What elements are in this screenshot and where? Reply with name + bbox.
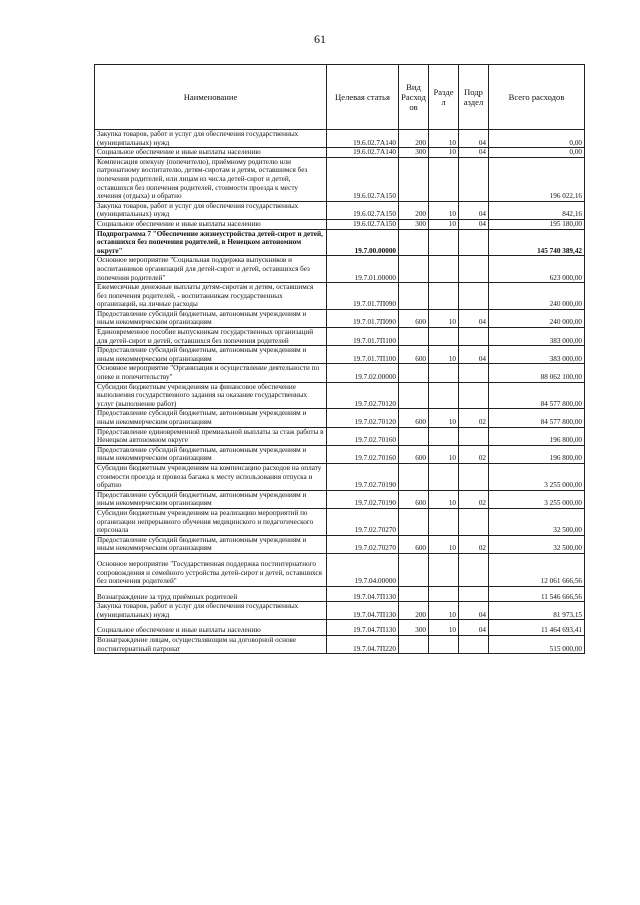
- row-amount: 84 577 800,00: [489, 409, 585, 427]
- header-name: Наименование: [95, 65, 327, 130]
- row-amount: 84 577 800,00: [489, 382, 585, 409]
- row-razdel: [429, 553, 459, 586]
- row-vid: [399, 427, 429, 445]
- row-razdel: 10: [429, 346, 459, 364]
- row-vid: 600: [399, 346, 429, 364]
- row-name: Основное мероприятие "Организация и осуществление деятельности по опеке и попечительству": [95, 364, 327, 382]
- table-row: [95, 553, 585, 586]
- row-razdel: [429, 508, 459, 535]
- table-row: [95, 409, 585, 427]
- row-vid: [399, 463, 429, 490]
- row-code: 19.7.04.7П130: [327, 620, 399, 636]
- row-podrazdel: 04: [459, 130, 489, 148]
- row-amount: 196 800,00: [489, 445, 585, 463]
- row-code: 19.7.01.7П100: [327, 328, 399, 346]
- row-code: 19.6.02.7А140: [327, 148, 399, 158]
- row-podrazdel: 04: [459, 148, 489, 158]
- row-amount: 623 000,00: [489, 256, 585, 283]
- row-razdel: 10: [429, 602, 459, 620]
- row-vid: [399, 256, 429, 283]
- table-row: [95, 490, 585, 508]
- row-vid: 300: [399, 219, 429, 229]
- row-name: Предоставление субсидий бюджетным, автономным учреждениям и иным некоммерческим организациям: [95, 409, 327, 427]
- row-code: 19.7.02.70160: [327, 427, 399, 445]
- row-podrazdel: [459, 508, 489, 535]
- row-vid: [399, 382, 429, 409]
- row-vid: 200: [399, 130, 429, 148]
- row-name: Компенсация опекуну (попечителю), приёмному родителю или патронатному воспитателю, детям-сиротам и детям, оставшимся без попечения родителей, или лицам из числа детей-сирот и детей, оставшихся без попечения родителей, стоимости проезда к месту лечения (отдыха) и обратно: [95, 157, 327, 201]
- row-podrazdel: [459, 382, 489, 409]
- row-podrazdel: 02: [459, 409, 489, 427]
- row-code: 19.7.04.7П130: [327, 586, 399, 602]
- row-razdel: [429, 463, 459, 490]
- row-name: Субсидии бюджетным учреждениям на реализацию мероприятий по организации непрерывного обучения медицинского и педагогического персонала: [95, 508, 327, 535]
- row-amount: 32 500,00: [489, 508, 585, 535]
- row-vid: [399, 229, 429, 256]
- row-podrazdel: [459, 328, 489, 346]
- table-row: [95, 463, 585, 490]
- table-row: [95, 201, 585, 219]
- row-vid: [399, 157, 429, 201]
- row-podrazdel: [459, 157, 489, 201]
- row-code: 19.7.04.00000: [327, 553, 399, 586]
- row-name: Социальное обеспечение и иные выплаты населению: [95, 620, 327, 636]
- row-vid: 200: [399, 602, 429, 620]
- row-amount: 3 255 000,00: [489, 463, 585, 490]
- row-name: Основное мероприятие "Государственная поддержка постинтернатного сопровождения и семейного устройства детей-сирот и детей, оставшихся без попечения родителей": [95, 553, 327, 586]
- table-row: [95, 636, 585, 654]
- table-row: [95, 602, 585, 620]
- row-name: Предоставление субсидий бюджетным, автономным учреждениям и иным некоммерческим организациям: [95, 445, 327, 463]
- row-razdel: [429, 157, 459, 201]
- row-code: 19.7.01.7П090: [327, 309, 399, 327]
- row-razdel: 10: [429, 148, 459, 158]
- row-razdel: 10: [429, 490, 459, 508]
- row-amount: 240 000,00: [489, 283, 585, 310]
- row-podrazdel: 02: [459, 490, 489, 508]
- row-razdel: 10: [429, 130, 459, 148]
- row-code: 19.6.02.7А150: [327, 219, 399, 229]
- table-row: [95, 586, 585, 602]
- row-name: Вознаграждение за труд приёмных родителей: [95, 586, 327, 602]
- row-code: 19.7.04.7П130: [327, 602, 399, 620]
- row-amount: 842,16: [489, 201, 585, 219]
- table-row: [95, 256, 585, 283]
- row-podrazdel: [459, 229, 489, 256]
- row-razdel: [429, 328, 459, 346]
- table-row: [95, 130, 585, 148]
- row-vid: [399, 283, 429, 310]
- row-name: Предоставление единовременной премиальной выплаты за стаж работы в Ненецком автономном округе: [95, 427, 327, 445]
- row-name: Вознаграждение лицам, осуществляющим на договорной основе постинтернатный патронат: [95, 636, 327, 654]
- row-razdel: [429, 364, 459, 382]
- row-vid: [399, 586, 429, 602]
- table-row: [95, 508, 585, 535]
- row-name: Социальное обеспечение и иные выплаты населению: [95, 219, 327, 229]
- row-code: 19.7.02.70270: [327, 535, 399, 553]
- row-amount: 196 800,00: [489, 427, 585, 445]
- row-podrazdel: [459, 636, 489, 654]
- row-razdel: [429, 382, 459, 409]
- table-row: [95, 283, 585, 310]
- row-code: 19.7.01.7П100: [327, 346, 399, 364]
- table-row: [95, 219, 585, 229]
- table-row: [95, 157, 585, 201]
- row-razdel: 10: [429, 219, 459, 229]
- row-vid: [399, 328, 429, 346]
- row-code: 19.7.02.70120: [327, 382, 399, 409]
- row-name: Ежемесячные денежные выплаты детям-сиротам и детям, оставшимся без попечения родителей, - воспитанникам государственных организаций, на личные расходы: [95, 283, 327, 310]
- row-podrazdel: 02: [459, 445, 489, 463]
- row-vid: [399, 364, 429, 382]
- row-podrazdel: 02: [459, 535, 489, 553]
- row-podrazdel: [459, 256, 489, 283]
- row-code: 19.6.02.7А150: [327, 157, 399, 201]
- row-amount: 11 464 693,41: [489, 620, 585, 636]
- row-razdel: 10: [429, 309, 459, 327]
- table-row: [95, 148, 585, 158]
- row-razdel: [429, 229, 459, 256]
- header-code: Целевая статья: [327, 65, 399, 130]
- row-name: Социальное обеспечение и иные выплаты населению: [95, 148, 327, 158]
- row-name: Субсидии бюджетным учреждениям на компенсацию расходов на оплату стоимости проезда и провоза багажа к месту использования отпуска и обратно: [95, 463, 327, 490]
- header-podrazdel: Подр аздел: [459, 65, 489, 130]
- row-name: Предоставление субсидий бюджетным, автономным учреждениям и иным некоммерческим организациям: [95, 490, 327, 508]
- table-row: [95, 620, 585, 636]
- table-header-row: [95, 65, 585, 130]
- row-vid: 300: [399, 620, 429, 636]
- row-razdel: [429, 283, 459, 310]
- row-name: Субсидии бюджетным учреждениям на финансовое обеспечение выполнения государственного задания на оказание государственных услуг (выполнение работ): [95, 382, 327, 409]
- row-code: 19.7.02.70190: [327, 463, 399, 490]
- row-podrazdel: 04: [459, 602, 489, 620]
- row-name: Подпрограмма 7 "Обеспечение жизнеустройства детей-сирот и детей, оставшихся без попечения родителей, в Ненецком автономном округе": [95, 229, 327, 256]
- row-podrazdel: [459, 553, 489, 586]
- row-vid: [399, 553, 429, 586]
- row-name: Закупка товаров, работ и услуг для обеспечения государственных (муниципальных) нужд: [95, 201, 327, 219]
- row-code: 19.7.01.00000: [327, 256, 399, 283]
- row-code: 19.7.02.70160: [327, 445, 399, 463]
- row-name: Предоставление субсидий бюджетным, автономным учреждениям и иным некоммерческим организациям: [95, 535, 327, 553]
- row-amount: 195 180,00: [489, 219, 585, 229]
- table-row: [95, 364, 585, 382]
- row-podrazdel: [459, 364, 489, 382]
- row-amount: 240 000,00: [489, 309, 585, 327]
- row-amount: 11 546 666,56: [489, 586, 585, 602]
- row-amount: 12 061 666,56: [489, 553, 585, 586]
- table-row: [95, 328, 585, 346]
- row-podrazdel: [459, 283, 489, 310]
- row-amount: 0,00: [489, 130, 585, 148]
- row-name: Предоставление субсидий бюджетным, автономным учреждениям и иным некоммерческим организациям: [95, 346, 327, 364]
- row-name: Закупка товаров, работ и услуг для обеспечения государственных (муниципальных) нужд: [95, 602, 327, 620]
- row-vid: [399, 508, 429, 535]
- row-amount: 515 000,00: [489, 636, 585, 654]
- row-amount: 145 740 389,42: [489, 229, 585, 256]
- row-amount: 32 500,00: [489, 535, 585, 553]
- row-name: Основное мероприятие "Социальная поддержка выпускников и воспитанников организаций для детей-сирот и детей, оставшихся без попечения родителей": [95, 256, 327, 283]
- row-vid: [399, 636, 429, 654]
- table-row: [95, 382, 585, 409]
- row-code: 19.7.02.70270: [327, 508, 399, 535]
- row-podrazdel: [459, 463, 489, 490]
- row-podrazdel: [459, 427, 489, 445]
- table-row: [95, 445, 585, 463]
- header-vid: Вид Расход ов: [399, 65, 429, 130]
- table-row: [95, 427, 585, 445]
- row-code: 19.6.02.7А150: [327, 201, 399, 219]
- row-vid: 600: [399, 535, 429, 553]
- expenses-table: [94, 64, 585, 654]
- row-name: Предоставление субсидий бюджетным, автономным учреждениям и иным некоммерческим организациям: [95, 309, 327, 327]
- row-amount: 383 000,00: [489, 346, 585, 364]
- row-amount: 88 062 100,00: [489, 364, 585, 382]
- row-code: 19.7.00.00000: [327, 229, 399, 256]
- header-total: Всего расходов: [489, 65, 585, 130]
- table-row: [95, 346, 585, 364]
- row-podrazdel: 04: [459, 346, 489, 364]
- table-row: [95, 535, 585, 553]
- row-podrazdel: 04: [459, 620, 489, 636]
- row-code: 19.7.01.7П090: [327, 283, 399, 310]
- row-amount: 383 000,00: [489, 328, 585, 346]
- row-razdel: 10: [429, 620, 459, 636]
- row-podrazdel: 04: [459, 201, 489, 219]
- row-code: 19.7.02.00000: [327, 364, 399, 382]
- header-razdel: Разде л: [429, 65, 459, 130]
- row-amount: 81 973,15: [489, 602, 585, 620]
- row-amount: 0,00: [489, 148, 585, 158]
- row-razdel: [429, 586, 459, 602]
- row-code: 19.7.02.70190: [327, 490, 399, 508]
- row-code: 19.7.04.7П220: [327, 636, 399, 654]
- row-code: 19.7.02.70120: [327, 409, 399, 427]
- row-razdel: 10: [429, 201, 459, 219]
- table-row: [95, 229, 585, 256]
- row-razdel: 10: [429, 535, 459, 553]
- row-vid: 600: [399, 309, 429, 327]
- row-podrazdel: [459, 586, 489, 602]
- row-razdel: [429, 256, 459, 283]
- row-vid: 600: [399, 490, 429, 508]
- row-name: Закупка товаров, работ и услуг для обеспечения государственных (муниципальных) нужд: [95, 130, 327, 148]
- row-podrazdel: 04: [459, 309, 489, 327]
- row-vid: 600: [399, 409, 429, 427]
- row-podrazdel: 04: [459, 219, 489, 229]
- row-amount: 3 255 000,00: [489, 490, 585, 508]
- row-razdel: 10: [429, 409, 459, 427]
- row-name: Единовременное пособие выпускникам государственных организаций для детей-сирот и детей, оставшихся без попечения родителей: [95, 328, 327, 346]
- row-vid: 300: [399, 148, 429, 158]
- row-amount: 196 022,16: [489, 157, 585, 201]
- row-code: 19.6.02.7А140: [327, 130, 399, 148]
- row-razdel: [429, 427, 459, 445]
- row-vid: 200: [399, 201, 429, 219]
- row-razdel: [429, 636, 459, 654]
- row-vid: 600: [399, 445, 429, 463]
- row-razdel: 10: [429, 445, 459, 463]
- page-number: 61: [314, 32, 326, 46]
- table-row: [95, 309, 585, 327]
